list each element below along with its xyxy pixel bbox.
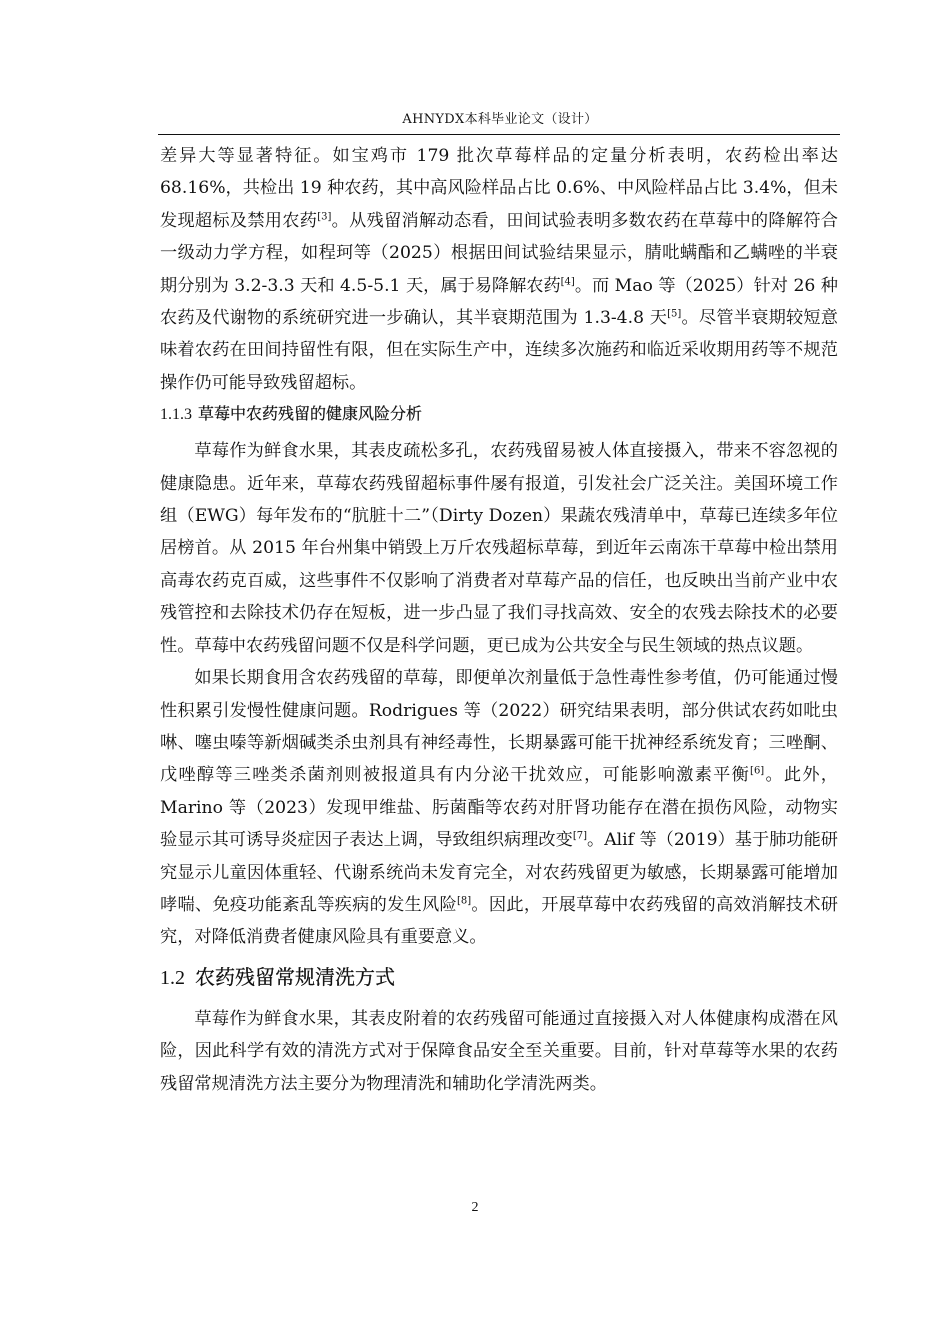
paragraph-chronic-exposure: 如果长期食用含农药残留的草莓，即便单次剂量低于急性毒性参考值，仍可能通过慢性积累引发慢性健康问题。Rodrigues 等（2022）研究结果表明，部分供试农药如吡虫啉、噻虫嗪等新烟碱类杀虫剂具有神经毒性，长期暴露可能干扰神经系统发育；三唑酮、戊唑醇等三唑类杀菌剂则被报道具有内分泌干扰效应，可能影响激素平衡[6]。此外，Marino 等（2023）发现甲维盐、肟菌酯等农药对肝肾功能存在潜在损伤风险，动物实验显示其可诱导炎症因子表达上调，导致组织病理改变[7]。Alif 等（2019）基于肺功能研究显示儿童因体重轻、代谢系统尚未发育完全，对农药残留更为敏感，长期暴露可能增加哮喘、免疫功能紊乱等疾病的发生风险[8]。因此，开展草莓中农药残留的高效消解技术研究，对降低消费者健康风险具有重要意义。 — [160, 668, 838, 948]
section-heading-1-1-3: 1.1.3 草莓中农药残留的健康风险分析 — [160, 404, 423, 424]
page-number: 2 — [471, 1200, 479, 1215]
running-header: AHNYDX本科毕业论文（设计） — [402, 112, 598, 127]
paragraph-health-hazard: 草莓作为鲜食水果，其表皮疏松多孔，农药残留易被人体直接摄入，带来不容忽视的健康隐患。近年来，草莓农药残留超标事件屡有报道，引发社会广泛关注。美国环境工作组（EWG）每年发布的“肮脏十二”（Dirty Dozen）果蔬农残清单中，草莓已连续多年位居榜首。从 2015 年台州集中销毁上万斤农残超标草莓，到近年云南冻干草莓中检出禁用高毒农药克百威，这些事件不仅影响了消费者对草莓产品的信任，也反映出当前产业中农残管控和去除技术仍存在短板，进一步凸显了我们寻找高效、安全的农残去除技术的必要性。草莓中农药残留问题不仅是科学问题，更已成为公共安全与民生领域的热点议题。 — [160, 441, 838, 656]
citation[interactable]: [8] — [456, 895, 472, 907]
paragraph-cleaning-methods: 草莓作为鲜食水果，其表皮附着的农药残留可能通过直接摄入对人体健康构成潜在风险，因此科学有效的清洗方式对于保障食品安全至关重要。目前，针对草莓等水果的农药残留常规清洗方法主要分为物理清洗和辅助化学清洗两类。 — [160, 1008, 838, 1094]
citation[interactable]: [3] — [317, 211, 332, 223]
citation[interactable]: [5] — [667, 308, 682, 320]
section-heading-1-2: 1.2 农药残留常规清洗方式 — [160, 964, 395, 989]
citation[interactable]: [7] — [572, 830, 587, 842]
page-body — [160, 140, 838, 1100]
header-rule — [158, 134, 840, 135]
paragraph-residue-dynamics: 差异大等显著特征。如宝鸡市 179 批次草莓样品的定量分析表明，农药检出率达 68.16%，共检出 19 种农药，其中高风险样品占比 0.6%、中风险样品占比 3.4%，但未发现超标及禁用农药[3]。从残留消解动态看，田间试验表明多数农药在草莓中的降解符合一级动力学方程，如程珂等（2025）根据田间试验结果显示，腈吡螨酯和乙螨唑的半衰期分别为 3.2-3.3 天和 4.5-5.1 天，属于易降解农药[4]。而 Mao 等（2025）针对 26 种农药及代谢物的系统研究进一步确认，其半衰期范围为 1.3-4.8 天[5]。尽管半衰期较短意味着农药在田间持留性有限，但在实际生产中，连续多次施药和临近采收期用药等不规范操作仍可能导致残留超标。 — [160, 146, 838, 393]
citation[interactable]: [6] — [750, 765, 765, 777]
citation[interactable]: [4] — [560, 275, 575, 287]
